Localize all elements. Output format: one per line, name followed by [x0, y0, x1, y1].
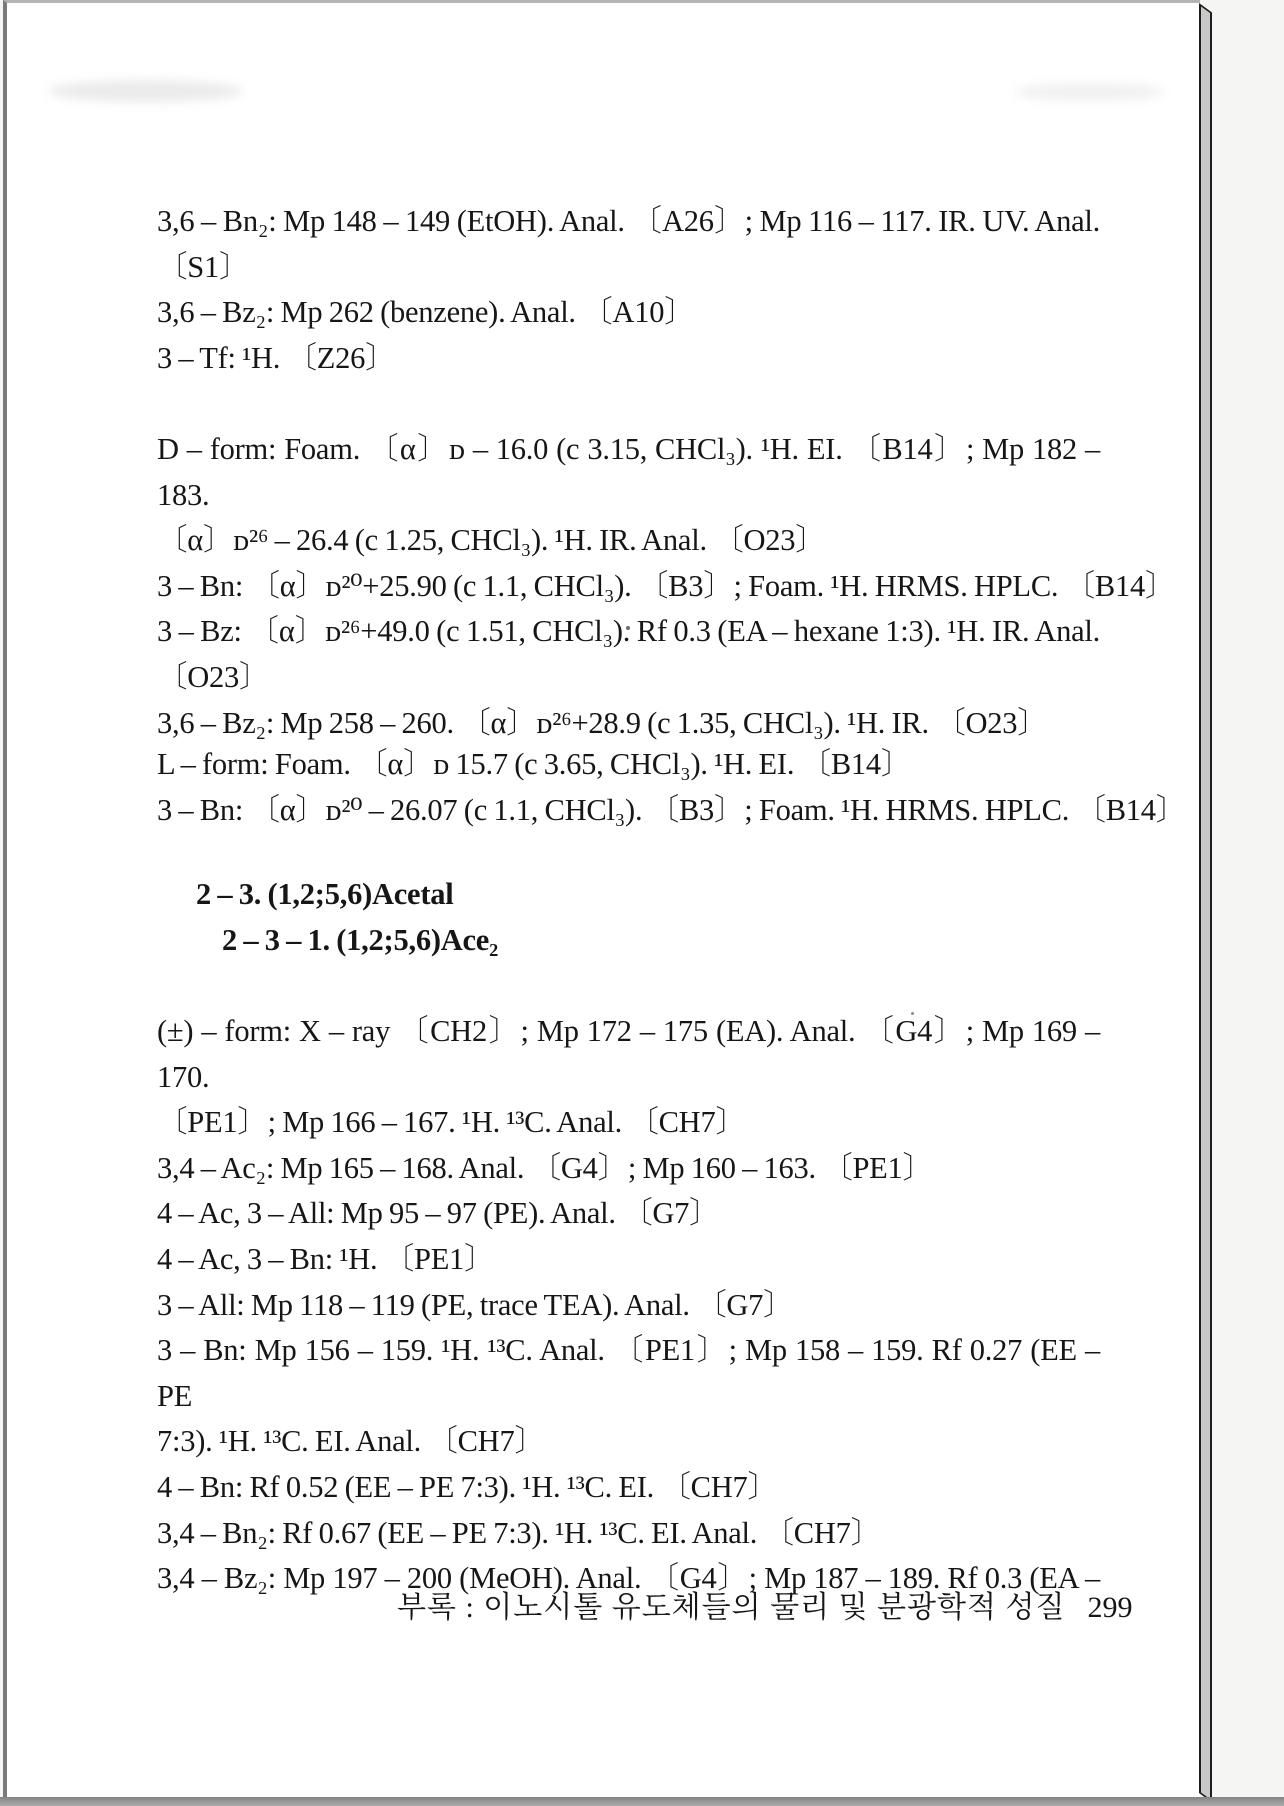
entries-block-l-form — [157, 742, 1187, 833]
page-footer — [397, 1582, 1132, 1626]
entries-block-d-form — [157, 427, 1176, 746]
text-line: D – form: Foam. 〔α〕ᴅ – 16.0 (c 3.15, CHCl₃). ¹H. EI. 〔B14〕; Mp 182 – 183. — [157, 432, 1100, 512]
text-line: 3 – Bn: 〔α〕ᴅ²⁰ – 26.07 (c 1.1, CHCl₃). 〔B3〕; Foam. ¹H. HRMS. HPLC. 〔B14〕 — [157, 792, 1187, 827]
text-line: 3,6 – Bn₂: Mp 148 – 149 (EtOH). Anal. 〔A26〕; Mp 116 – 117. IR. UV. Anal. — [157, 204, 1100, 238]
text-line: 3,4 – Bz₂: Mp 197 – 200 (MeOH). Anal. 〔G4〕; Mp 187 – 189. Rf 0.3 (EA – — [157, 1561, 1100, 1596]
text-line: 4 – Ac, 3 – Bn: ¹H. 〔PE1〕 — [157, 1241, 495, 1276]
text-line: 3 – Tf: ¹H. 〔Z26〕 — [157, 340, 396, 375]
text-line: 4 – Ac, 3 – All: Mp 95 – 97 (PE). Anal. 〔G7〕 — [157, 1196, 720, 1231]
text-line: 〔S1〕 — [157, 249, 250, 284]
text-line: L – form: Foam. 〔α〕ᴅ 15.7 (c 3.65, CHCl₃). ¹H. EI. 〔B14〕 — [157, 747, 912, 781]
text-line: 3 – Bz: 〔α〕ᴅ²⁶+49.0 (c 1.51, CHCl₃). Rf 0.3 (EA – hexane 1:3). ¹H. IR. Anal. — [157, 614, 1100, 649]
page-number: 299 — [1087, 1591, 1133, 1624]
text-line: 〔PE1〕; Mp 166 – 167. ¹H. ¹³C. Anal. 〔CH7〕 — [157, 1105, 746, 1140]
text-line: 〔α〕ᴅ²⁶ – 26.4 (c 1.25, CHCl₃). ¹H. IR. Anal. 〔O23〕 — [157, 523, 826, 558]
text-line: 3,4 – Ac₂: Mp 165 – 168. Anal. 〔G4〕; Mp 160 – 163. 〔PE1〕 — [157, 1150, 933, 1185]
text-line: 4 – Bn: Rf 0.52 (EE – PE 7:3). ¹H. ¹³C. EI. 〔CH7〕 — [157, 1469, 778, 1504]
scan-smudge — [48, 80, 243, 102]
scan-smudge — [1015, 83, 1165, 101]
page-thickness-edge — [1199, 3, 1212, 1802]
section-headings — [157, 872, 1100, 963]
footer-title: 부록 : 이노시톨 유도체들의 물리 및 분광학적 성질 — [397, 1591, 1066, 1624]
entries-block-acetal — [157, 1009, 1100, 1602]
scan-bottom-border — [0, 1797, 1284, 1806]
text-line: 3,6 – Bz₂: Mp 258 – 260. 〔α〕ᴅ²⁶+28.9 (c 1.35, CHCl₃). ¹H. IR. 〔O23〕 — [157, 705, 1048, 740]
text-line: 3 – All: Mp 118 – 119 (PE, trace TEA). Anal. 〔G7〕 — [157, 1287, 794, 1322]
entries-block-top — [157, 199, 1100, 381]
section-heading: 2 – 3. (1,2;5,6)Acetal — [196, 877, 454, 911]
text-line: 3,6 – Bz₂: Mp 262 (benzene). Anal. 〔A10〕 — [157, 295, 695, 330]
text-line: 〔O23〕 — [157, 659, 270, 694]
text-line: 7:3). ¹H. ¹³C. EI. Anal. 〔CH7〕 — [157, 1424, 545, 1459]
text-line: 3 – Bn: Mp 156 – 159. ¹H. ¹³C. Anal. 〔PE1〕; Mp 158 – 159. Rf 0.27 (EE – PE — [157, 1333, 1100, 1413]
subsection-heading: 2 – 3 – 1. (1,2;5,6)Ace₂ — [222, 922, 498, 957]
text-line: (±) – form: X – ray 〔CH2〕; Mp 172 – 175 (EA). Anal. 〔G4〕; Mp 169 – 170. — [157, 1014, 1100, 1094]
text-line: 3,4 – Bn₂: Rf 0.67 (EE – PE 7:3). ¹H. ¹³C. EI. Anal. 〔CH7〕 — [157, 1515, 881, 1550]
text-line: 3 – Bn: 〔α〕ᴅ²⁰+25.90 (c 1.1, CHCl₃). 〔B3〕; Foam. ¹H. HRMS. HPLC. 〔B14〕 — [157, 568, 1176, 603]
